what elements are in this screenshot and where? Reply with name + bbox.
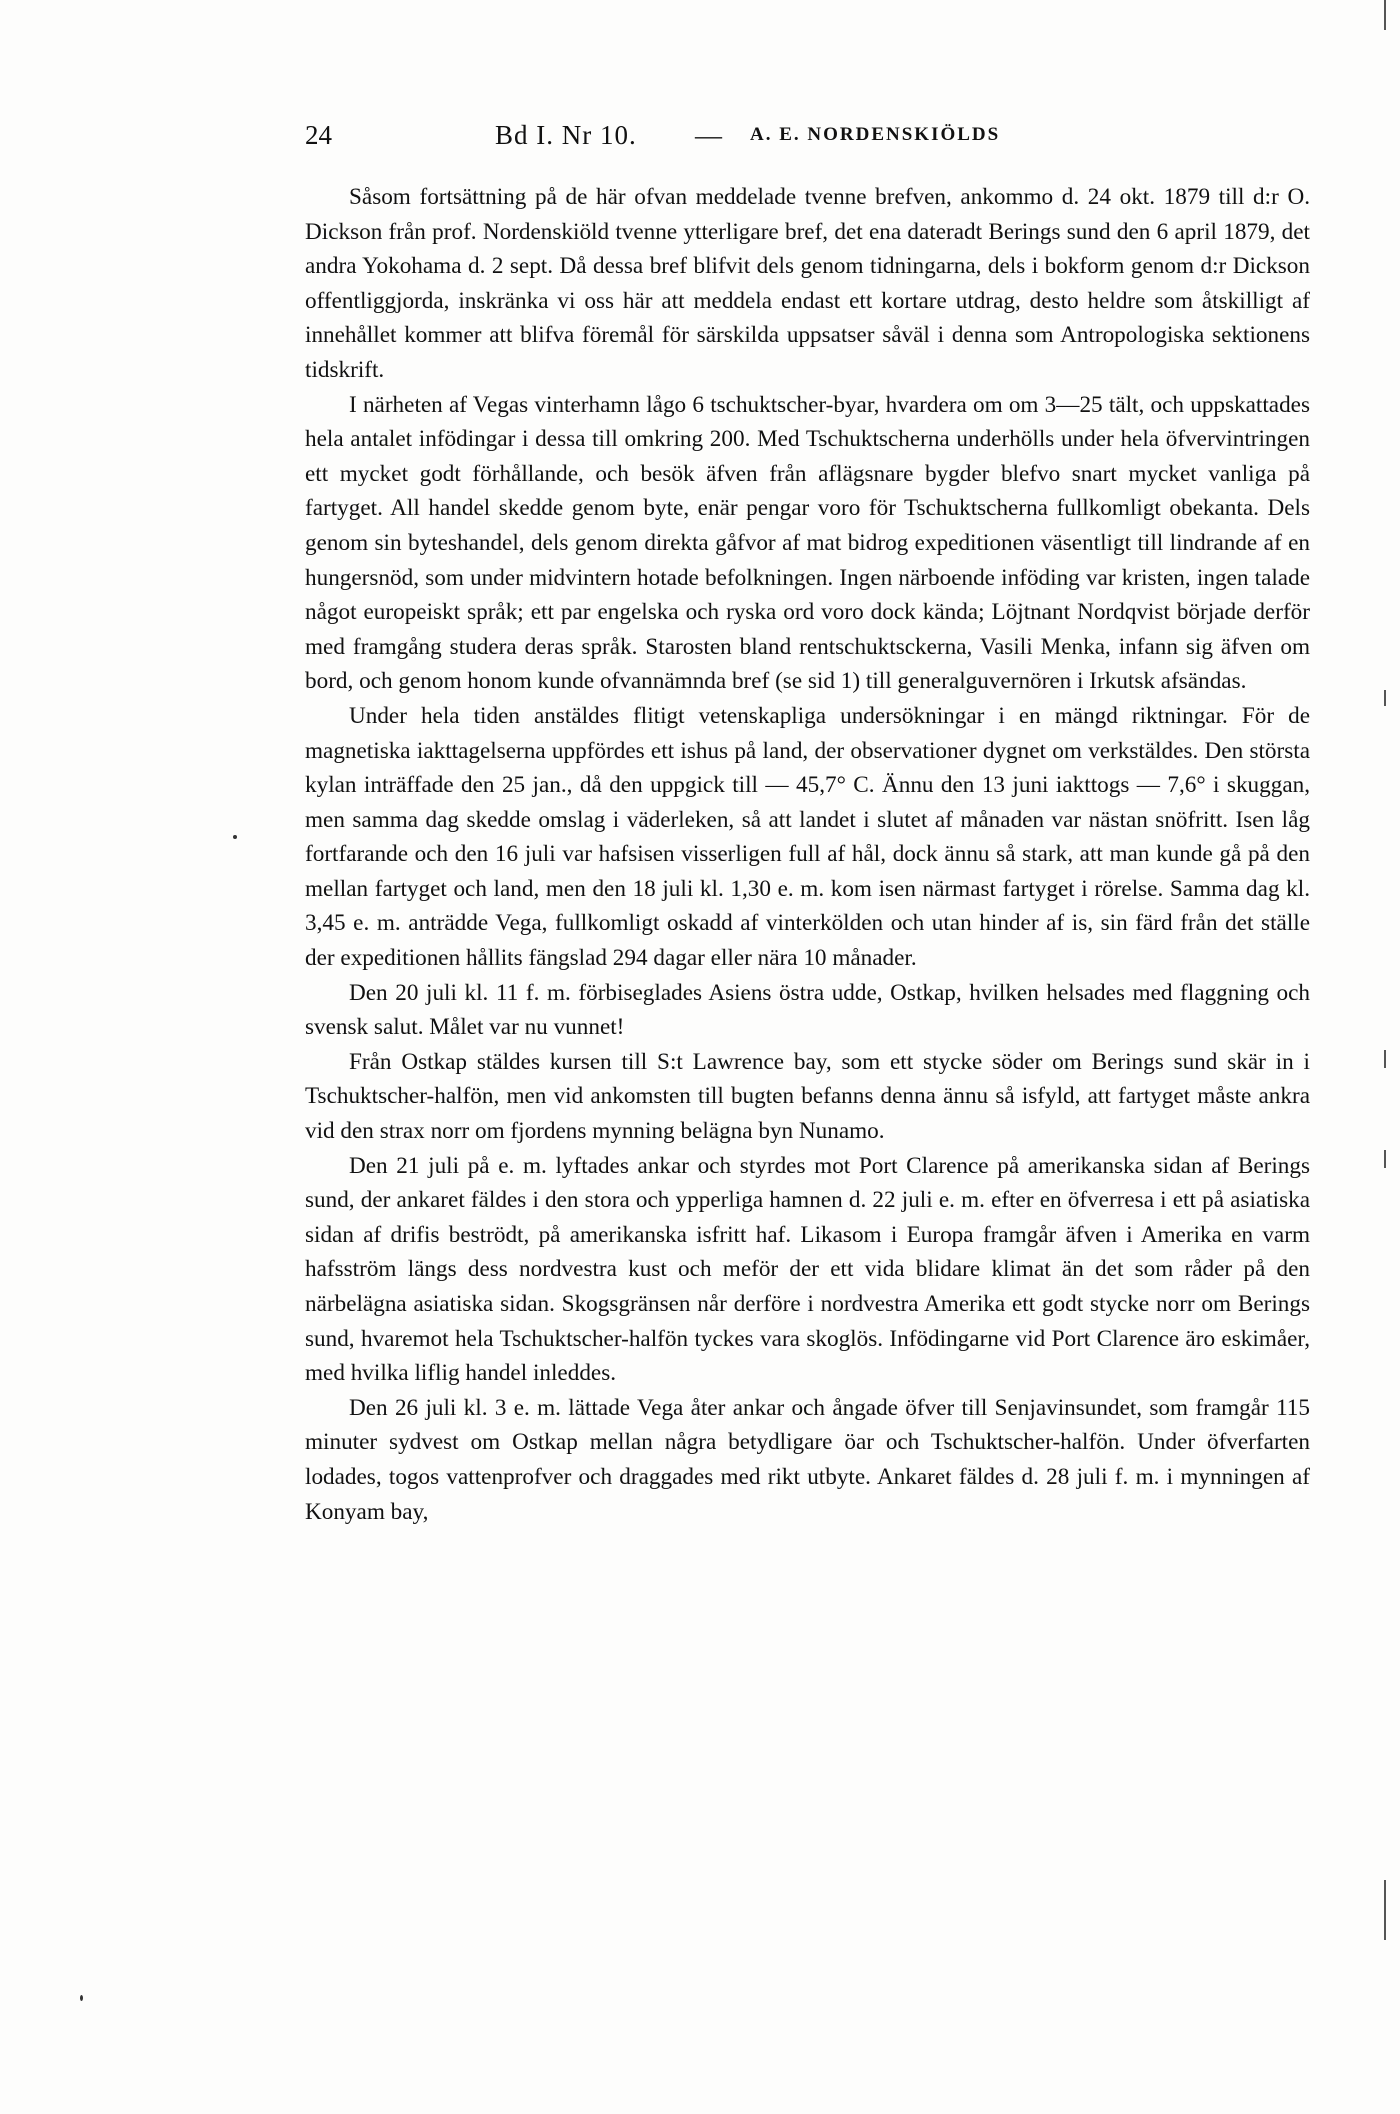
paragraph: Från Ostkap stäldes kursen till S:t Lawrence bay, som ett stycke söder om Berings sund skär in i Tschuktscher-halfön, men vid ankomsten till bugten befanns denna ännu så isfyld, att fartyget måste ankra vid den strax norr om fjordens mynning belägna byn Nunamo. [305,1048,1310,1145]
scan-edge-mark [1384,1050,1386,1068]
scan-edge-mark [1384,690,1386,706]
paragraph: Den 26 juli kl. 3 e. m. lättade Vega åter ankar och ångade öfver till Senjavinsundet, som framgår 115 minuter sydvest om Ostkap mellan några betydligare öar och Tschuktscher-halfön. Under öfverfarten lodades, togos vattenprofver och draggades med rikt utbyte. Ankaret fäldes d. 28 juli f. m. i mynningen af Konyam bay, [305,1394,1310,1525]
paragraph: Under hela tiden anstäldes flitigt vetenskapliga undersökningar i en mängd riktningar. För de magnetiska iakttagelserna uppfördes ett ishus på land, der observationer dygnet om verkstäldes. Den största kylan inträffade den 25 jan., då den uppgick till — 45,7° C. Ännu den 13 juni iakttogs — 7,6° i skuggan, men samma dag skedde omslag i väderleken, så att landet i slutet af månaden var nästan snöfritt. Isen låg fortfarande och den 16 juli var hafsisen visserligen full af hål, dock ännu så stark, att man kunde gå på den mellan fartyget och land, men den 18 juli kl. 1,30 e. m. kom isen närmast fartyget i rörelse. Samma dag kl. 3,45 e. m. anträdde Vega, fullkomligt oskadd af vinterkölden och utan hinder af is, sin färd från det ställe der expeditionen hållits fängslad 294 dagar eller nära 10 månader. [305,702,1310,972]
paragraph: Såsom fortsättning på de här ofvan meddelade tvenne brefven, ankommo d. 24 okt. 1879 till d:r O. Dickson från prof. Nordenskiöld tvenne ytterligare bref, det ena dateradt Berings sund den 6 april 1879, det andra Yokohama d. 2 sept. Då dessa bref blifvit dels genom tidningarna, dels i bokform genom d:r Dickson offentliggjorda, inskränka vi oss här att meddela endast ett kortare utdrag, desto heldre som åtskilligt af innehållet kommer att blifva föremål för särskilda uppsatser såväl i denna som Antropologiska sektionens tidskrift. [305,184,1310,383]
scan-speck [80,1995,83,2001]
running-author: A. E. NORDENSKIÖLDS [750,124,1001,145]
series-volume-number: Bd I. Nr 10. [495,120,637,150]
paragraph: I närheten af Vegas vinterhamn lågo 6 tschuktscher-byar, hvardera om om 3—25 tält, och uppskattades hela antalet infödingar i dessa till omkring 200. Med Tschuktscherna underhölls under hela öfvervintringen ett mycket godt förhållande, och besök äfven från aflägsnare bygder blefvo snart mycket vanliga på fartyget. All handel skedde genom byte, enär pengar voro för Tschuktscherna fullkomligt obekanta. Dels genom sin byteshandel, dels genom direkta gåfvor af mat bidrog expeditionen väsentligt till lindrande af en hungersnöd, som under midvintern hotade befolkningen. Ingen närboende inföding var kristen, ingen talade något europeiskt språk; ett par engelska och ryska ord voro dock kända; Löjtnant Nordqvist började derför med framgång studera deras språk. Starosten bland rentschuktsckerna, Vasili Menka, infann sig äfven om bord, och genom honom kunde ofvannämnda bref (se sid 1) till generalguvernören i Irkutsk afsändas. [305,391,1310,695]
scan-edge-mark [1384,1880,1386,1940]
body-text [305,180,1310,1529]
paragraph: Den 21 juli på e. m. lyftades ankar och styrdes mot Port Clarence på amerikanska sidan af Berings sund, der ankaret fäldes i den stora och ypperliga hamnen d. 22 juli e. m. efter en öfverresa i ett på asiatiska sidan af drifis beströdt, på amerikanska isfritt haf. Likasom i Europa framgår äfven i Amerika en varm hafsström längs dess nordvestra kust och meför der ett vida blidare klimat än det som råder på den närbelägna asiatiska sidan. Skogsgränsen når derföre i nordvestra Amerika ett godt stycke norr om Berings sund, hvaremot hela Tschuktscher-halfön tyckes vara skoglös. Infödingarne vid Port Clarence äro eskimåer, med hvilka liflig handel inleddes. [305,1152,1310,1387]
paragraph: Den 20 juli kl. 11 f. m. förbiseglades Asiens östra udde, Ostkap, hvilken helsades med flaggning och svensk salut. Målet var nu vunnet! [305,979,1310,1041]
scan-edge-mark [1384,0,1386,30]
scan-edge-mark [1384,1150,1386,1168]
running-header [305,120,1310,160]
header-dash: — [695,120,722,150]
page-number: 24 [305,120,332,150]
scan-speck [233,835,237,839]
